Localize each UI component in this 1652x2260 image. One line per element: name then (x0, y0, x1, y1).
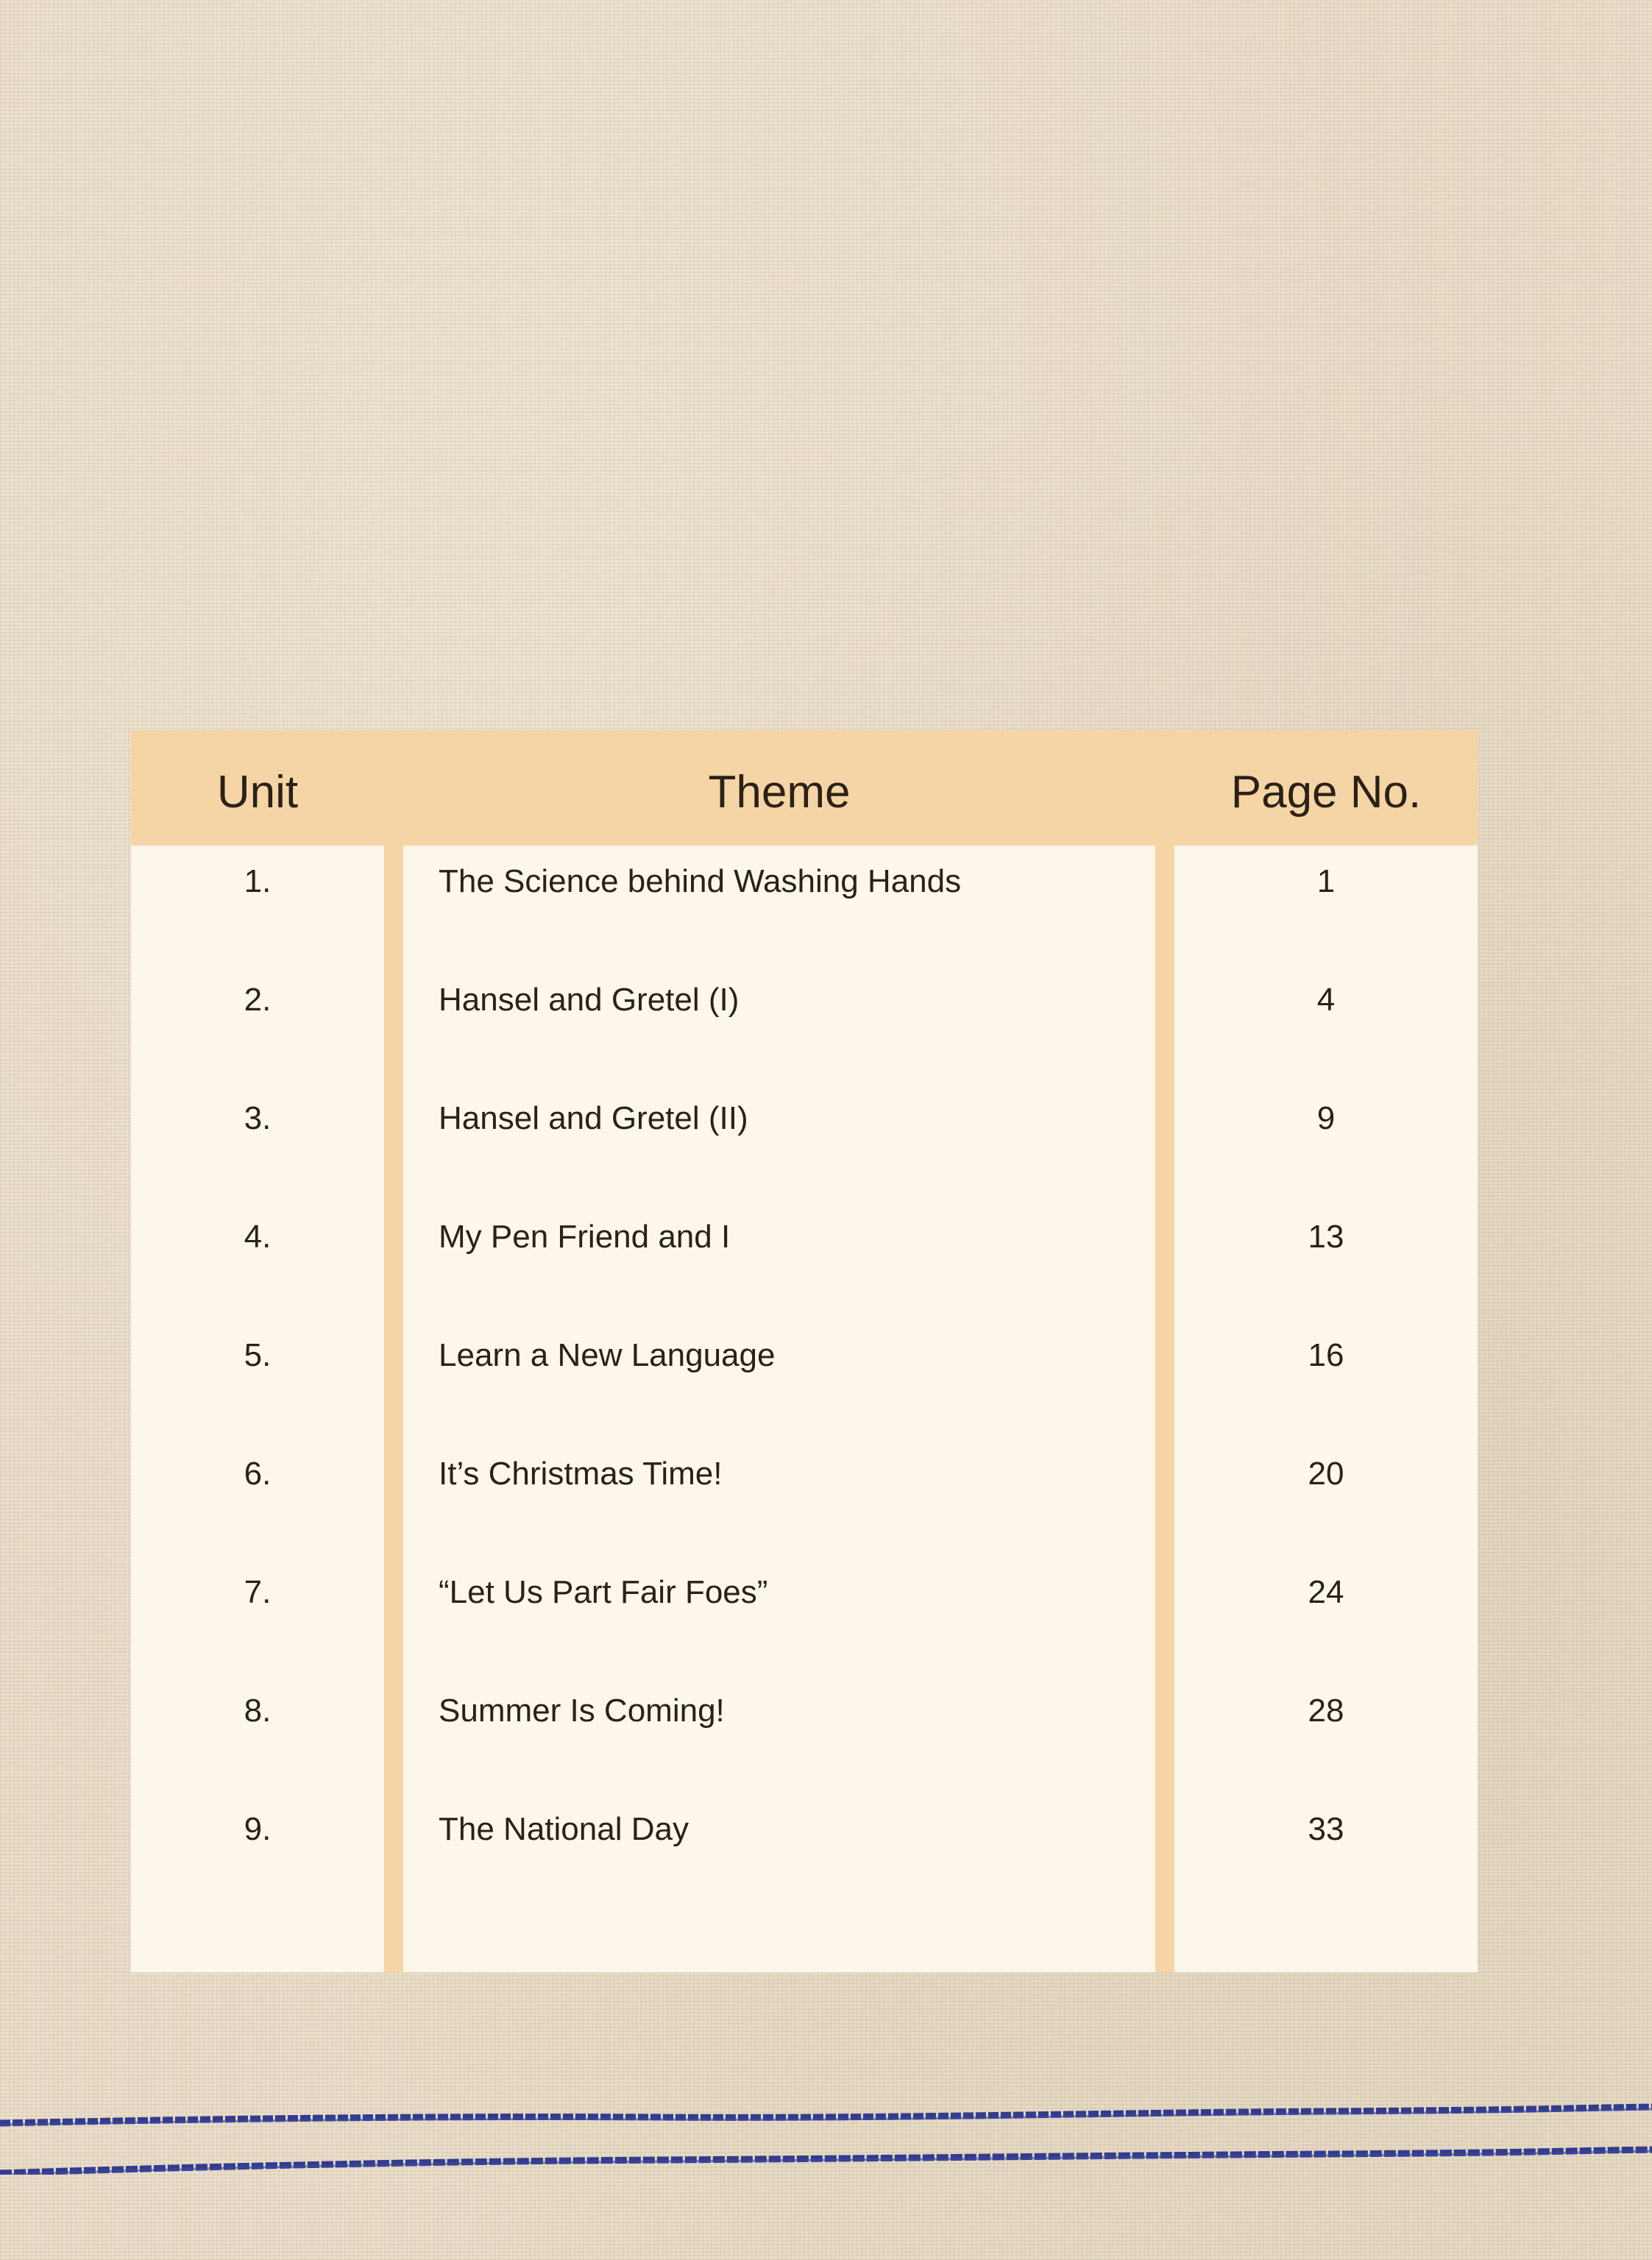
table-row (131, 1556, 1478, 1675)
theme-title: Hansel and Gretel (I) (439, 982, 740, 1018)
woven-blue-stripes (0, 2086, 1652, 2175)
page-number: 13 (1308, 1219, 1344, 1255)
unit-number: 5. (244, 1337, 272, 1373)
table-row (131, 846, 1478, 964)
page-number: 9 (1316, 1100, 1336, 1136)
theme-title: Learn a New Language (439, 1337, 776, 1373)
table-row (131, 1793, 1478, 1912)
theme-title: The Science behind Washing Hands (439, 863, 962, 899)
page-number: 33 (1308, 1811, 1344, 1847)
table-row (131, 1083, 1478, 1201)
unit-number: 9. (244, 1811, 272, 1847)
theme-title: My Pen Friend and I (439, 1219, 731, 1255)
page-number: 1 (1316, 863, 1336, 899)
unit-number: 8. (244, 1693, 272, 1729)
header-unit: Unit (216, 767, 299, 818)
page-number: 4 (1316, 982, 1336, 1018)
theme-title: It’s Christmas Time! (439, 1456, 723, 1492)
table-body (131, 846, 1478, 1912)
unit-number: 7. (244, 1574, 272, 1610)
unit-number: 4. (244, 1219, 272, 1255)
header-page-no: Page No. (1230, 767, 1422, 818)
table-row (131, 1201, 1478, 1319)
table-row (131, 1319, 1478, 1438)
page-number: 16 (1308, 1337, 1344, 1373)
page-number: 28 (1308, 1693, 1344, 1729)
table-row (131, 964, 1478, 1083)
page-number: 24 (1308, 1574, 1344, 1610)
theme-title: Hansel and Gretel (II) (439, 1100, 748, 1136)
table-header (131, 730, 1478, 846)
page-number: 20 (1308, 1456, 1344, 1492)
table-row (131, 1675, 1478, 1793)
unit-number: 2. (244, 982, 272, 1018)
unit-number: 6. (244, 1456, 272, 1492)
table-of-contents (131, 730, 1478, 1972)
theme-title: “Let Us Part Fair Foes” (439, 1574, 768, 1610)
table-row (131, 1438, 1478, 1556)
header-theme: Theme (708, 767, 851, 818)
theme-title: The National Day (439, 1811, 689, 1847)
unit-number: 3. (244, 1100, 272, 1136)
theme-title: Summer Is Coming! (439, 1693, 725, 1729)
unit-number: 1. (244, 863, 272, 899)
